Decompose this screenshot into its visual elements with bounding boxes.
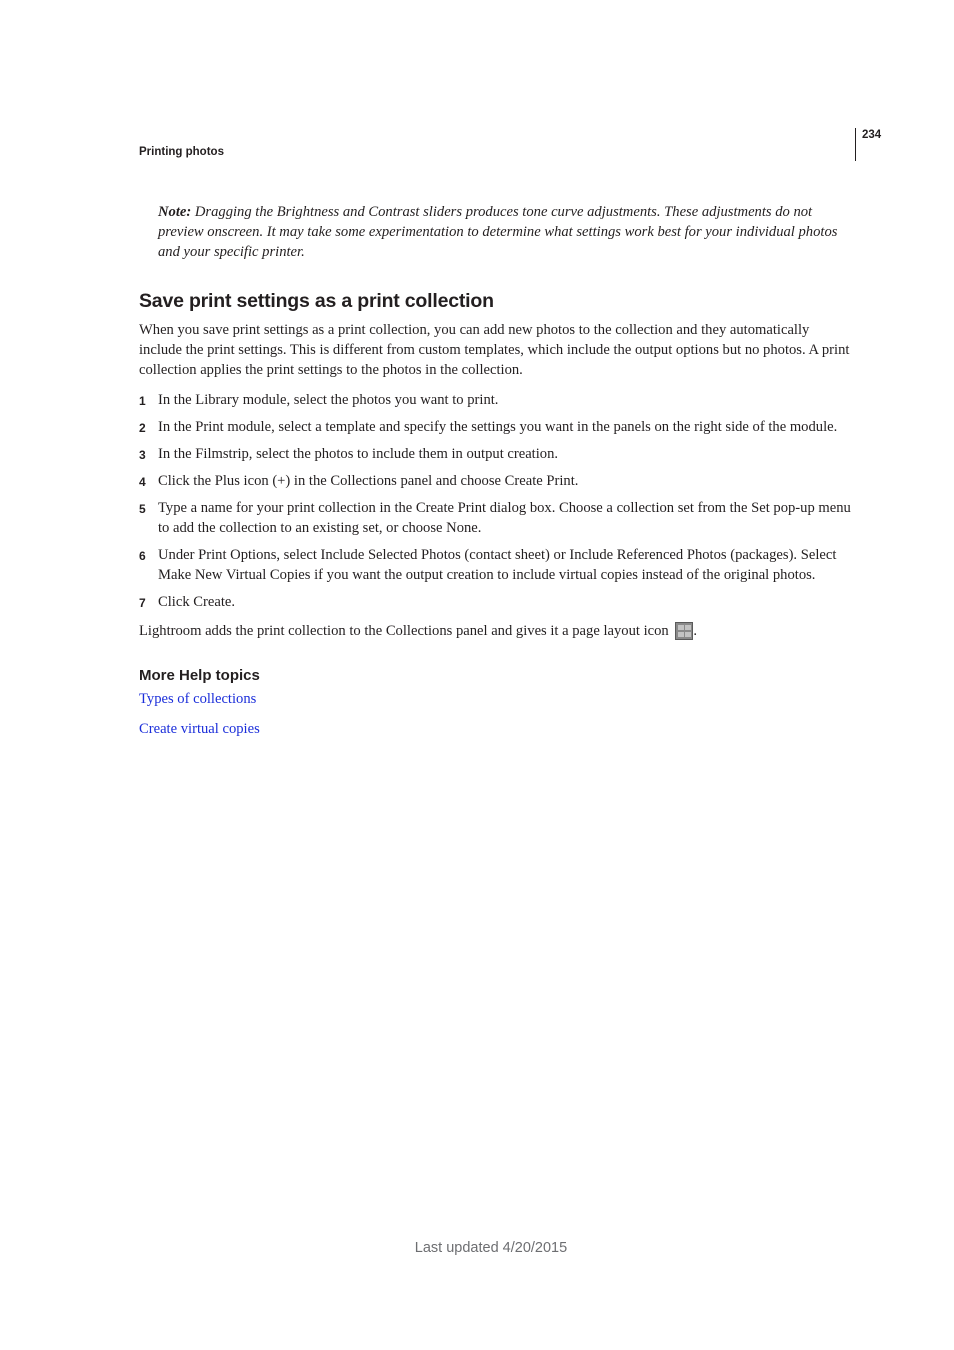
step-number: 2 [139, 421, 146, 435]
page-layout-icon [675, 622, 693, 640]
step-number: 4 [139, 475, 146, 489]
link-types-of-collections[interactable]: Types of collections [139, 691, 257, 707]
step-number: 7 [139, 596, 146, 610]
step-number: 6 [139, 549, 146, 563]
result-paragraph [139, 621, 853, 641]
step-text: Type a name for your print collection in the Create Print dialog box. Choose a collection set from the Set pop-up menu to add the collection to an existing set, or choose None. [158, 500, 851, 536]
step-item [139, 592, 853, 612]
note-label: Note: [158, 204, 192, 220]
step-text: Under Print Options, select Include Selected Photos (contact sheet) or Include Referenced Photos (packages). Select Make New Virtual Copies if you want the output creation to include virtual copies instead of the original photos. [158, 547, 837, 583]
step-item [139, 390, 853, 410]
step-item [139, 417, 853, 437]
steps-list [139, 390, 853, 619]
section-heading: Save print settings as a print collection [139, 290, 494, 312]
more-help-heading: More Help topics [139, 667, 260, 684]
result-period: . [693, 623, 698, 639]
step-text: Click the Plus icon (+) in the Collections panel and choose Create Print. [158, 473, 579, 489]
step-number: 3 [139, 448, 146, 462]
intro-paragraph: When you save print settings as a print collection, you can add new photos to the collection and they automatically include the print settings. This is different from custom templates, which include the output options but no photos. A print collection applies the print settings to the photos in the collection. [139, 322, 850, 378]
step-text: Click Create. [158, 594, 235, 610]
result-text: Lightroom adds the print collection to the Collections panel and gives it a page layout icon [139, 623, 673, 639]
step-text: In the Print module, select a template and specify the settings you want in the panels on the right side of the module. [158, 419, 838, 435]
note-text: Dragging the Brightness and Contrast sliders produces tone curve adjustments. These adjustments do not preview onscreen. It may take some experimentation to determine what settings work best for your individual photos and your specific printer. [158, 204, 838, 260]
footer-last-updated: Last updated 4/20/2015 [414, 1240, 568, 1256]
header-divider [855, 128, 856, 161]
step-number: 1 [139, 394, 146, 408]
note-paragraph [158, 202, 852, 262]
step-item [139, 471, 853, 491]
step-item [139, 444, 853, 464]
step-item [139, 498, 853, 538]
step-item [139, 545, 853, 585]
link-create-virtual-copies[interactable]: Create virtual copies [139, 721, 260, 737]
page-number: 234 [862, 129, 882, 141]
step-text: In the Library module, select the photos you want to print. [158, 392, 499, 408]
step-text: In the Filmstrip, select the photos to include them in output creation. [158, 446, 559, 462]
running-header: Printing photos [139, 146, 224, 158]
step-number: 5 [139, 502, 146, 516]
